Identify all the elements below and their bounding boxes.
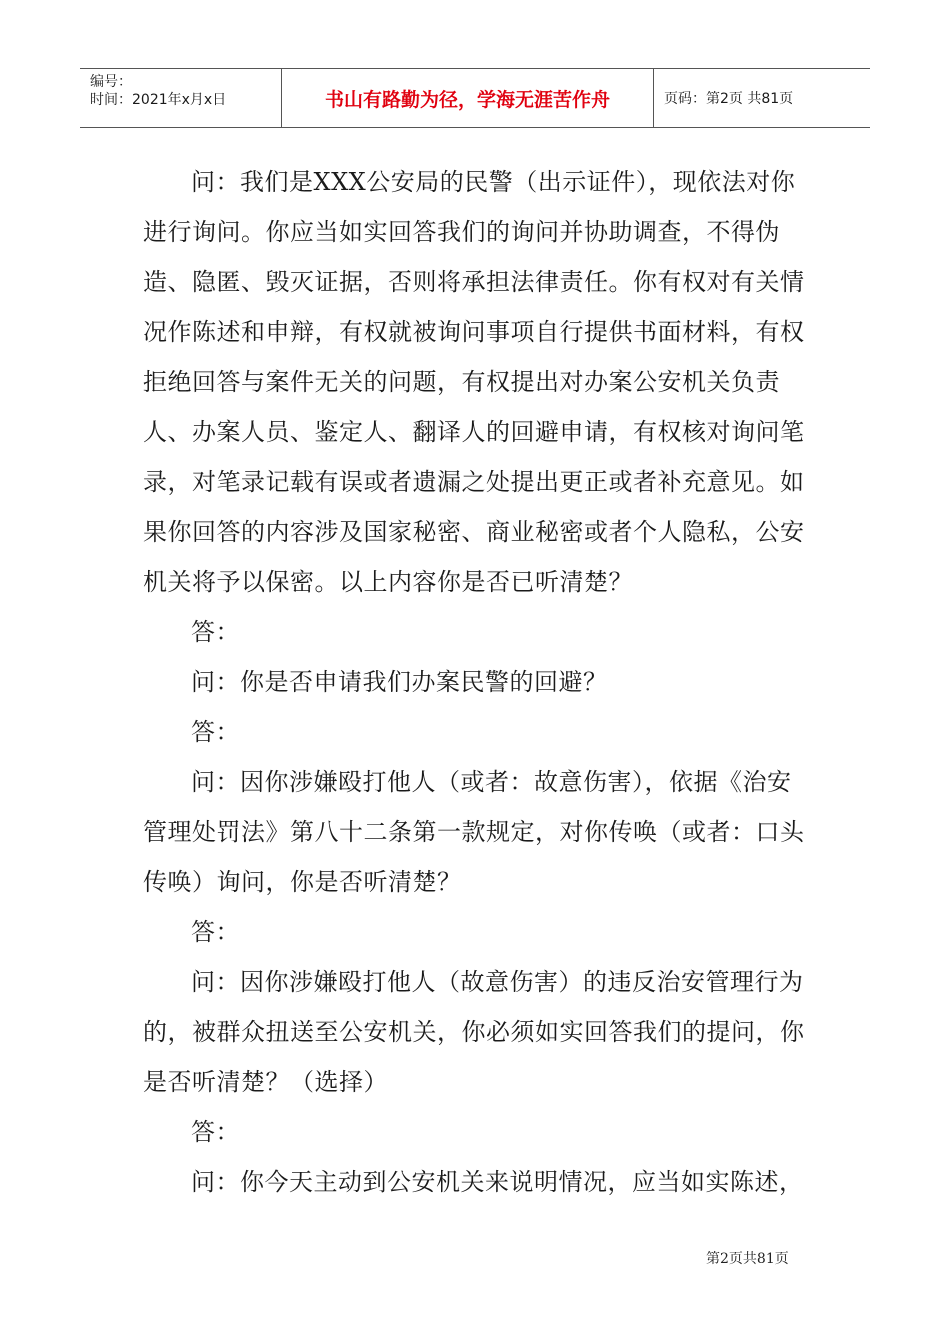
paragraph-summons-question: 问：因你涉嫌殴打他人（或者：故意伤害），依据《治安管理处罚法》第八十二条第一款规定，对你传唤（或者：口头传唤）询问，你是否听清楚？: [143, 768, 805, 896]
page-header: [80, 68, 870, 128]
paragraph-voluntary-question: 问：你今天主动到公安机关来说明情况，应当如实陈述，: [191, 1168, 804, 1196]
paragraph-answer: 答：: [191, 618, 240, 646]
page-footer: 第2页共81页: [706, 1251, 789, 1267]
paragraph-answer: 答：: [191, 718, 240, 746]
header-motto: 书山有路勤为径，学海无涯苦作舟: [282, 69, 654, 127]
document-number-label: 编号：: [90, 74, 132, 90]
paragraph-notice-question: 问：我们是XXX公安局的民警（出示证件），现依法对你进行询问。你应当如实回答我们的询问并协助调查，不得伪造、隐匿、毁灭证据，否则将承担法律责任。你有权对有关情况作陈述和申辩，有权就被询问事项自行提供书面材料，有权拒绝回答与案件无关的问题，有权提出对办案公安机关负责人、办案人员、鉴定人、翻译人的回避申请，有权核对询问笔录，对笔录记载有误或者遗漏之处提出更正或者补充意见。如果你回答的内容涉及国家秘密、商业秘密或者个人隐私，公安机关将予以保密。以上内容你是否已听清楚？: [143, 168, 805, 596]
header-meta: [80, 69, 282, 127]
paragraph-recusal-question: 问：你是否申请我们办案民警的回避？: [191, 668, 608, 696]
paragraph-escort-question: 问：因你涉嫌殴打他人（故意伤害）的违反治安管理行为的，被群众扭送至公安机关，你必须如实回答我们的提问，你是否听清楚？（选择）: [143, 968, 805, 1096]
document-time-label: 时间：2021年x月x日: [90, 92, 227, 108]
paragraph-answer: 答：: [191, 918, 240, 946]
paragraph-answer: 答：: [191, 1118, 240, 1146]
document-body: [143, 157, 813, 1207]
header-page-info: 页码：第2页 共81页: [664, 91, 794, 107]
